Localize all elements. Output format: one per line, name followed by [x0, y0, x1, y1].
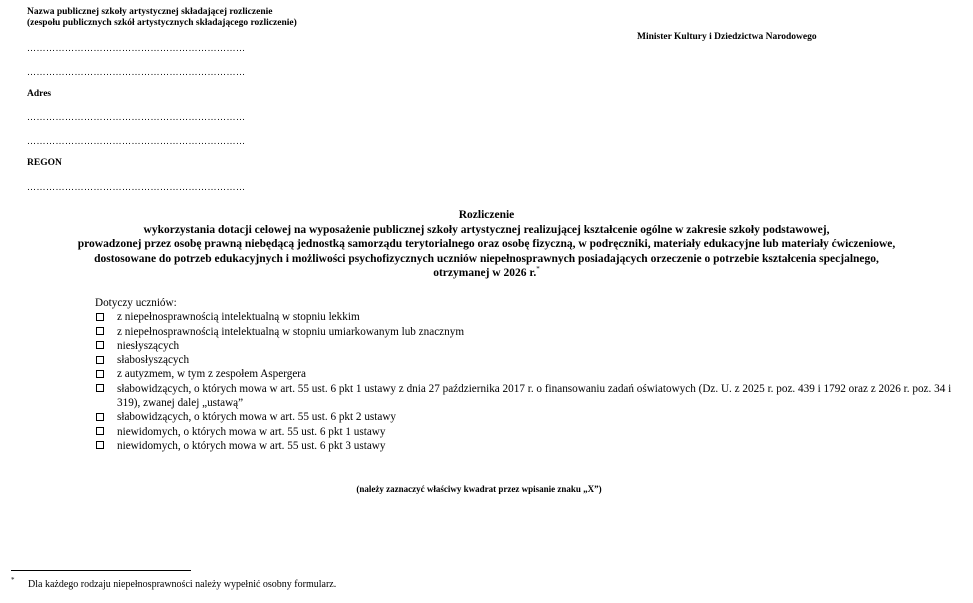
title-line-5 [0, 266, 973, 281]
regon-label: REGON [27, 158, 62, 168]
option-label: słabowidzących, o których mowa w art. 55 ust. 6 pkt 1 ustawy z dnia 27 października 2017 r. o finansowaniu zadań oświatowych (Dz. U. z 2025 r. poz. 439 i 1792 oraz z 2026 r. poz. 34 i 319), zwanej dalej „ustawą” [117, 382, 952, 410]
checkbox[interactable] [96, 327, 104, 335]
options-intro-text: Dotyczy uczniów: [95, 297, 177, 309]
option-label: niewidomych, o których mowa w art. 55 ust. 6 pkt 1 ustawy [117, 425, 386, 438]
checkbox[interactable] [96, 313, 104, 321]
option-row [95, 325, 955, 339]
title-line-2: wykorzystania dotacji celowej na wyposażenie publicznej szkoły artystycznej realizującej kształcenie ogólne w zakresie szkoły podstawowej, [143, 223, 830, 236]
address-label: Adres [27, 89, 52, 99]
school-name-field-line-2[interactable]: …………………………………………………………… [27, 67, 246, 77]
footnote-separator [11, 570, 191, 571]
student-category-options [95, 296, 955, 453]
recipient-label: Minister Kultury i Dziedzictwa Narodowego [637, 32, 817, 42]
address-field-line-1[interactable]: …………………………………………………………… [27, 112, 246, 122]
option-row [95, 425, 955, 439]
option-label: z autyzmem, w tym z zespołem Aspergera [117, 368, 306, 381]
title-line-3: prowadzonej przez osobę prawną niebędącą jednostką samorządu terytorialnego oraz osobę fizyczną, w podręczniki, materiały edukacyjne lub materiały ćwiczeniowe, [77, 238, 896, 251]
address-field-line-2[interactable]: …………………………………………………………… [27, 136, 246, 146]
school-name-label: Nazwa publicznej szkoły artystycznej składającej rozliczenie [27, 7, 273, 17]
title-line-5-text: otrzymanej w 2026 r. [433, 267, 537, 280]
title-line-1: Rozliczenie [458, 209, 515, 221]
checkbox[interactable] [96, 370, 104, 378]
option-row [95, 410, 955, 424]
option-label: słabowidzących, o których mowa w art. 55 ust. 6 pkt 2 ustawy [117, 411, 397, 424]
checkbox[interactable] [96, 441, 104, 449]
option-row [95, 339, 955, 353]
option-row [95, 439, 955, 453]
instruction-note: (należy zaznaczyć właściwy kwadrat przez wpisanie znaku „X”) [356, 484, 602, 494]
school-name-sublabel: (zespołu publicznych szkół artystycznych składającego rozliczenie) [27, 18, 297, 28]
option-label: z niepełnosprawnością intelektualną w stopniu lekkim [117, 311, 360, 324]
title-footnote-mark: * [536, 265, 540, 274]
document-title [0, 208, 973, 281]
checkbox[interactable] [96, 413, 104, 421]
option-row [95, 353, 955, 367]
option-row [95, 382, 955, 411]
checkbox[interactable] [96, 384, 104, 392]
option-row [95, 367, 955, 381]
checkbox[interactable] [96, 356, 104, 364]
title-line-4: dostosowane do potrzeb edukacyjnych i możliwości psychofizycznych uczniów niepełnosprawnych posiadających orzeczenie o potrzebie kształcenia specjalnego, [94, 252, 879, 265]
option-row [95, 310, 955, 324]
options-intro [95, 296, 955, 310]
checkbox[interactable] [96, 427, 104, 435]
footnote-text: Dla każdego rodzaju niepełnosprawności należy wypełnić osobny formularz. [28, 579, 337, 590]
option-label: z niepełnosprawnością intelektualną w stopniu umiarkowanym lub znacznym [117, 325, 465, 338]
checkbox[interactable] [96, 341, 104, 349]
option-label: słabosłyszących [117, 354, 190, 367]
option-label: niewidomych, o których mowa w art. 55 ust. 6 pkt 3 ustawy [117, 439, 386, 452]
regon-field-line[interactable]: …………………………………………………………… [27, 182, 246, 192]
school-name-field-line-1[interactable]: …………………………………………………………… [27, 43, 246, 53]
option-label: niesłyszących [117, 339, 180, 352]
footnote-mark: * [11, 576, 15, 584]
